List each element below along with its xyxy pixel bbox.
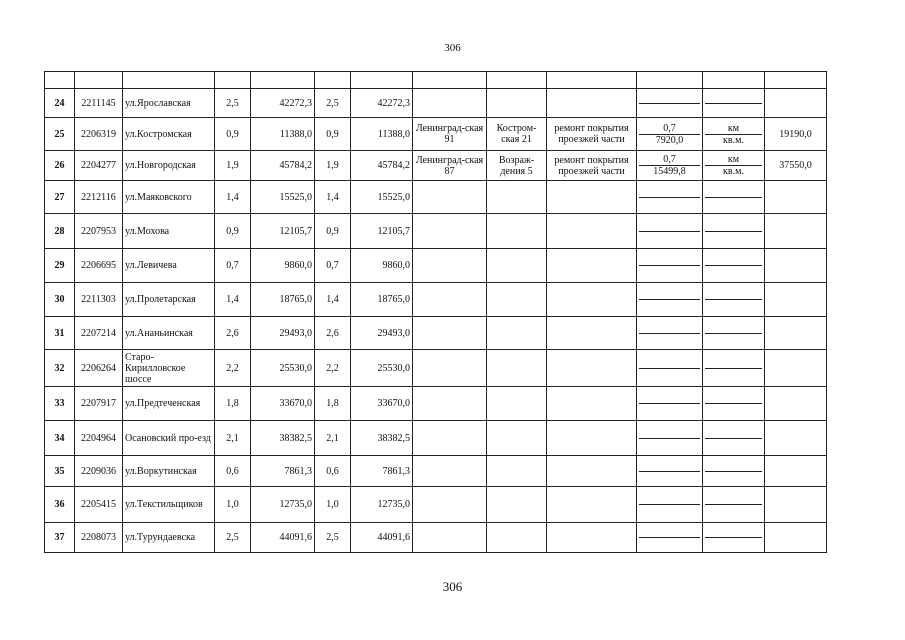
row-number: 35 <box>45 456 75 487</box>
cost <box>765 487 827 523</box>
unit-bottom <box>705 265 762 266</box>
road-code: 2205415 <box>75 487 123 523</box>
road-code: 2211303 <box>75 283 123 317</box>
area-2: 18765,0 <box>351 283 413 317</box>
road-code: 2204964 <box>75 421 123 456</box>
unit <box>703 523 765 553</box>
area-2: 12105,7 <box>351 214 413 249</box>
road-code: 2206264 <box>75 350 123 387</box>
area: 45784,2 <box>251 151 315 181</box>
section-from <box>413 317 487 350</box>
unit-bottom <box>705 231 762 232</box>
length-km-2: 2,2 <box>315 350 351 387</box>
table-row <box>45 350 827 387</box>
length-km-2: 2,1 <box>315 421 351 456</box>
length-km: 2,5 <box>215 523 251 553</box>
quantity <box>637 283 703 317</box>
work-type <box>547 456 637 487</box>
area: 42272,3 <box>251 89 315 118</box>
table-row <box>45 151 827 181</box>
length-km-2: 1,8 <box>315 387 351 421</box>
area-2: 11388,0 <box>351 118 413 151</box>
length-km-2: 1,4 <box>315 283 351 317</box>
cost <box>765 387 827 421</box>
area-2: 29493,0 <box>351 317 413 350</box>
cost <box>765 283 827 317</box>
length-km: 1,4 <box>215 283 251 317</box>
section-from <box>413 283 487 317</box>
unit <box>703 151 765 181</box>
section-to <box>487 89 547 118</box>
area: 38382,5 <box>251 421 315 456</box>
quantity-bottom <box>639 403 700 404</box>
table-row <box>45 89 827 118</box>
work-type <box>547 214 637 249</box>
cost <box>765 421 827 456</box>
section-to <box>487 181 547 214</box>
quantity-bottom <box>639 504 700 505</box>
length-km-2: 1,4 <box>315 181 351 214</box>
row-number: 28 <box>45 214 75 249</box>
area: 12105,7 <box>251 214 315 249</box>
area: 25530,0 <box>251 350 315 387</box>
length-km-2: 0,9 <box>315 214 351 249</box>
length-km: 2,1 <box>215 421 251 456</box>
cost <box>765 317 827 350</box>
work-type <box>547 387 637 421</box>
work-type <box>547 523 637 553</box>
table-row <box>45 249 827 283</box>
cost <box>765 181 827 214</box>
unit-bottom: кв.м. <box>705 134 762 146</box>
road-repair-table <box>44 71 827 553</box>
area-2: 7861,3 <box>351 456 413 487</box>
unit <box>703 283 765 317</box>
section-from <box>413 421 487 456</box>
unit-bottom <box>705 537 762 538</box>
table-row <box>45 387 827 421</box>
area: 18765,0 <box>251 283 315 317</box>
quantity <box>637 523 703 553</box>
length-km: 1,9 <box>215 151 251 181</box>
section-to <box>487 421 547 456</box>
unit <box>703 249 765 283</box>
quantity-bottom: 15499,8 <box>639 165 700 177</box>
unit-bottom <box>705 403 762 404</box>
row-number: 32 <box>45 350 75 387</box>
section-to <box>487 350 547 387</box>
area-2: 15525,0 <box>351 181 413 214</box>
quantity <box>637 317 703 350</box>
unit-top: км <box>727 122 740 134</box>
quantity-bottom <box>639 471 700 472</box>
unit <box>703 487 765 523</box>
road-code: 2207917 <box>75 387 123 421</box>
row-number: 36 <box>45 487 75 523</box>
quantity-bottom <box>639 333 700 334</box>
work-type <box>547 317 637 350</box>
section-to: Костром-ская 21 <box>487 118 547 151</box>
cost <box>765 350 827 387</box>
cost <box>765 456 827 487</box>
length-km: 0,7 <box>215 249 251 283</box>
header-row <box>45 72 827 89</box>
area: 33670,0 <box>251 387 315 421</box>
unit <box>703 387 765 421</box>
area-2: 44091,6 <box>351 523 413 553</box>
unit-bottom <box>705 197 762 198</box>
section-to <box>487 487 547 523</box>
unit <box>703 214 765 249</box>
length-km: 1,0 <box>215 487 251 523</box>
length-km: 1,4 <box>215 181 251 214</box>
work-type: ремонт покрытия проезжей части <box>547 151 637 181</box>
work-type <box>547 249 637 283</box>
quantity-bottom <box>639 265 700 266</box>
row-number: 34 <box>45 421 75 456</box>
street-name: Старо-Кирилловское шоссе <box>123 350 215 387</box>
quantity <box>637 249 703 283</box>
road-code: 2212116 <box>75 181 123 214</box>
section-from: Ленинград-ская 91 <box>413 118 487 151</box>
quantity-top: 0,7 <box>663 122 676 134</box>
cost <box>765 214 827 249</box>
quantity <box>637 118 703 151</box>
unit-bottom <box>705 333 762 334</box>
section-from <box>413 387 487 421</box>
quantity <box>637 89 703 118</box>
row-number: 31 <box>45 317 75 350</box>
work-type: ремонт покрытия проезжей части <box>547 118 637 151</box>
unit <box>703 350 765 387</box>
quantity-bottom <box>639 197 700 198</box>
area-2: 12735,0 <box>351 487 413 523</box>
page-number-bottom: 306 <box>442 579 463 594</box>
unit-bottom: кв.м. <box>705 165 762 177</box>
length-km: 2,5 <box>215 89 251 118</box>
road-code: 2204277 <box>75 151 123 181</box>
length-km-2: 2,5 <box>315 523 351 553</box>
row-number: 24 <box>45 89 75 118</box>
table-row <box>45 523 827 553</box>
section-to: Возраж-дения 5 <box>487 151 547 181</box>
quantity-bottom: 7920,0 <box>639 134 700 146</box>
work-type <box>547 283 637 317</box>
street-name: ул.Левичева <box>123 249 215 283</box>
area: 7861,3 <box>251 456 315 487</box>
quantity <box>637 151 703 181</box>
length-km: 2,6 <box>215 317 251 350</box>
area: 12735,0 <box>251 487 315 523</box>
quantity-bottom <box>639 231 700 232</box>
section-from <box>413 214 487 249</box>
unit-bottom <box>705 504 762 505</box>
quantity <box>637 350 703 387</box>
area: 11388,0 <box>251 118 315 151</box>
work-type <box>547 421 637 456</box>
table-row <box>45 118 827 151</box>
cost <box>765 249 827 283</box>
unit-bottom <box>705 368 762 369</box>
length-km-2: 0,6 <box>315 456 351 487</box>
area-2: 33670,0 <box>351 387 413 421</box>
work-type <box>547 181 637 214</box>
road-code: 2207214 <box>75 317 123 350</box>
section-from <box>413 456 487 487</box>
unit <box>703 89 765 118</box>
section-to <box>487 249 547 283</box>
row-number: 33 <box>45 387 75 421</box>
area-2: 25530,0 <box>351 350 413 387</box>
section-to <box>487 214 547 249</box>
unit-bottom <box>705 438 762 439</box>
section-from <box>413 181 487 214</box>
unit <box>703 118 765 151</box>
cost <box>765 523 827 553</box>
table-row <box>45 456 827 487</box>
quantity <box>637 421 703 456</box>
street-name: ул.Ананьинская <box>123 317 215 350</box>
section-to <box>487 456 547 487</box>
work-type <box>547 89 637 118</box>
length-km: 1,8 <box>215 387 251 421</box>
unit <box>703 456 765 487</box>
street-name: ул.Турундаевска <box>123 523 215 553</box>
cost <box>765 89 827 118</box>
length-km-2: 0,7 <box>315 249 351 283</box>
table-row <box>45 487 827 523</box>
section-to <box>487 317 547 350</box>
area-2: 38382,5 <box>351 421 413 456</box>
street-name: ул.Маяковского <box>123 181 215 214</box>
street-name: ул.Текстильщиков <box>123 487 215 523</box>
row-number: 25 <box>45 118 75 151</box>
area: 44091,6 <box>251 523 315 553</box>
area-2: 42272,3 <box>351 89 413 118</box>
section-from: Ленинград-ская 87 <box>413 151 487 181</box>
unit <box>703 421 765 456</box>
cost: 37550,0 <box>765 151 827 181</box>
area-2: 9860,0 <box>351 249 413 283</box>
quantity-bottom <box>639 299 700 300</box>
row-number: 26 <box>45 151 75 181</box>
section-from <box>413 523 487 553</box>
row-number: 27 <box>45 181 75 214</box>
work-type <box>547 487 637 523</box>
quantity-bottom <box>639 103 700 104</box>
road-code: 2206319 <box>75 118 123 151</box>
row-number: 37 <box>45 523 75 553</box>
length-km: 0,6 <box>215 456 251 487</box>
quantity-top: 0,7 <box>663 154 676 165</box>
quantity <box>637 456 703 487</box>
road-code: 2209036 <box>75 456 123 487</box>
street-name: ул.Новгородская <box>123 151 215 181</box>
road-code: 2211145 <box>75 89 123 118</box>
work-type <box>547 350 637 387</box>
cost: 19190,0 <box>765 118 827 151</box>
table-row <box>45 283 827 317</box>
section-to <box>487 387 547 421</box>
table-row <box>45 214 827 249</box>
quantity-bottom <box>639 438 700 439</box>
quantity <box>637 487 703 523</box>
section-to <box>487 283 547 317</box>
length-km: 0,9 <box>215 214 251 249</box>
street-name: Осановский про-езд <box>123 421 215 456</box>
length-km-2: 2,6 <box>315 317 351 350</box>
length-km-2: 2,5 <box>315 89 351 118</box>
quantity-bottom <box>639 368 700 369</box>
road-code: 2206695 <box>75 249 123 283</box>
quantity <box>637 214 703 249</box>
area-2: 45784,2 <box>351 151 413 181</box>
length-km-2: 1,9 <box>315 151 351 181</box>
unit-top: км <box>727 154 740 165</box>
unit <box>703 317 765 350</box>
street-name: ул.Мохова <box>123 214 215 249</box>
table-row <box>45 421 827 456</box>
length-km: 2,2 <box>215 350 251 387</box>
table-row <box>45 181 827 214</box>
area: 9860,0 <box>251 249 315 283</box>
length-km-2: 1,0 <box>315 487 351 523</box>
area: 29493,0 <box>251 317 315 350</box>
unit-bottom <box>705 103 762 104</box>
section-from <box>413 350 487 387</box>
street-name: ул.Воркутинская <box>123 456 215 487</box>
row-number: 30 <box>45 283 75 317</box>
row-number: 29 <box>45 249 75 283</box>
section-from <box>413 249 487 283</box>
quantity-bottom <box>639 537 700 538</box>
street-name: ул.Костромская <box>123 118 215 151</box>
table-row <box>45 317 827 350</box>
section-from <box>413 487 487 523</box>
page-number-top: 306 <box>444 42 461 54</box>
road-code: 2207953 <box>75 214 123 249</box>
length-km: 0,9 <box>215 118 251 151</box>
unit-bottom <box>705 471 762 472</box>
length-km-2: 0,9 <box>315 118 351 151</box>
unit <box>703 181 765 214</box>
section-from <box>413 89 487 118</box>
unit-bottom <box>705 299 762 300</box>
area: 15525,0 <box>251 181 315 214</box>
section-to <box>487 523 547 553</box>
quantity <box>637 181 703 214</box>
street-name: ул.Предтеченская <box>123 387 215 421</box>
street-name: ул.Ярославская <box>123 89 215 118</box>
road-code: 2208073 <box>75 523 123 553</box>
quantity <box>637 387 703 421</box>
street-name: ул.Пролетарская <box>123 283 215 317</box>
